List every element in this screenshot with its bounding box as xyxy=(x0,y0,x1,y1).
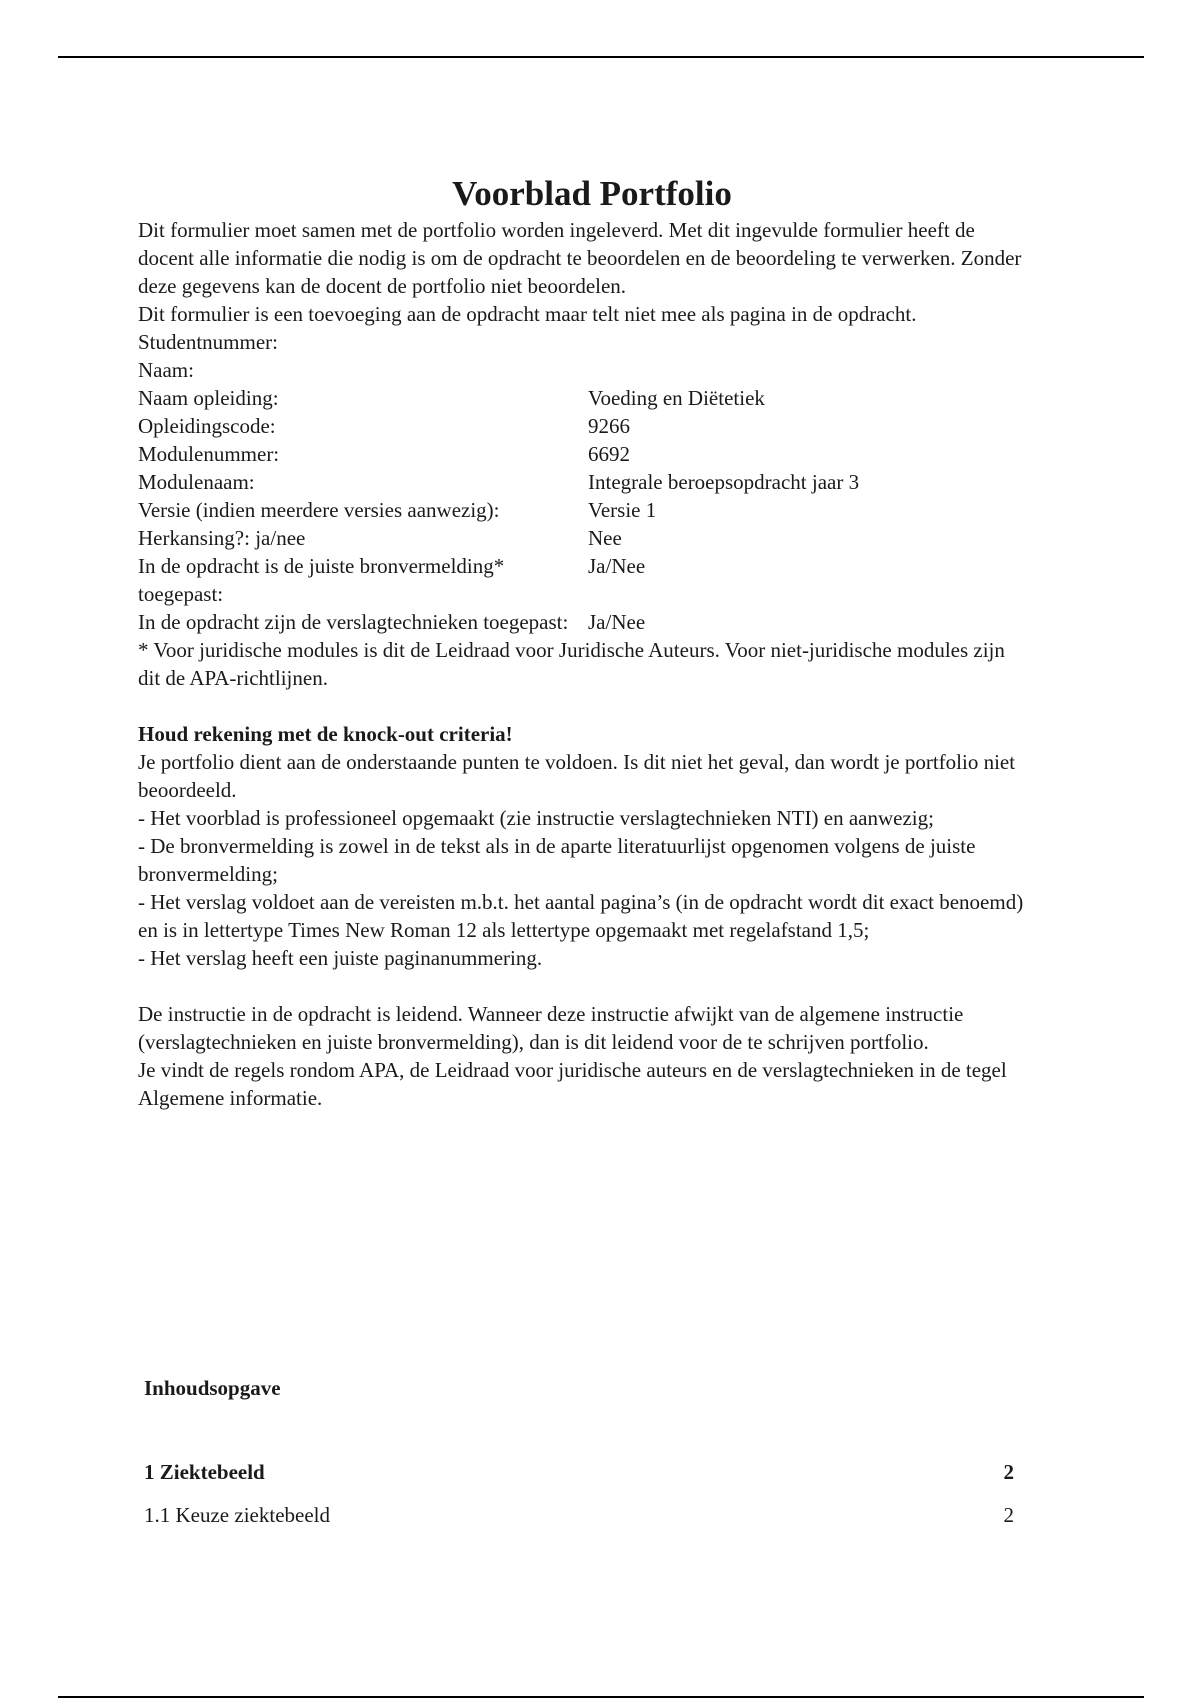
field-value xyxy=(588,356,1028,384)
field-row xyxy=(138,608,1028,636)
field-label: Studentnummer: xyxy=(138,330,278,354)
bottom-rule xyxy=(58,1696,1144,1698)
toc-heading: Inhoudsopgave xyxy=(144,1376,281,1400)
field-label: Naam opleiding: xyxy=(138,386,279,410)
cover-form xyxy=(138,172,1028,1112)
knockout-intro: Je portfolio dient aan de onderstaande punten te voldoen. Is dit niet het geval, dan wordt je portfolio niet beoordeeld. xyxy=(138,750,1016,802)
field-label: Modulenaam: xyxy=(138,470,255,494)
toc-entry[interactable] xyxy=(144,1460,1014,1485)
field-row xyxy=(138,328,1028,356)
form-fields xyxy=(138,328,1028,636)
field-value: 6692 xyxy=(588,442,630,466)
field-value: Voeding en Diëtetiek xyxy=(588,386,765,410)
field-row xyxy=(138,356,1028,384)
knockout-heading: Houd rekening met de knock-out criteria! xyxy=(138,722,513,746)
field-label: Herkansing?: ja/nee xyxy=(138,526,306,550)
instruction-paragraph: De instructie in de opdracht is leidend. Wanneer deze instructie afwijkt van de algemene instructie (verslagtechnieken en juiste bronvermelding), dan is dit leidend voor de te schrijven portfolio. xyxy=(138,1002,964,1054)
toc-entry[interactable] xyxy=(144,1503,1014,1528)
field-value: Nee xyxy=(588,526,622,550)
field-value: Ja/Nee xyxy=(588,610,646,634)
criteria-item: - Het verslag heeft een juiste paginanummering. xyxy=(138,946,543,970)
field-value: Ja/Nee xyxy=(588,554,646,578)
field-value xyxy=(588,328,1028,356)
field-label: In de opdracht zijn de verslagtechnieken toegepast: xyxy=(138,610,569,634)
field-value: 9266 xyxy=(588,414,630,438)
field-row xyxy=(138,384,1028,412)
field-label: Modulenummer: xyxy=(138,442,280,466)
page-title: Voorblad Portfolio xyxy=(452,174,732,213)
field-row xyxy=(138,412,1028,440)
field-row xyxy=(138,440,1028,468)
field-label: Naam: xyxy=(138,358,194,382)
field-row xyxy=(138,468,1028,496)
criteria-item: - Het voorblad is professioneel opgemaakt (zie instructie verslagtechnieken NTI) en aanwezig; xyxy=(138,806,934,830)
toc-entry-page: 2 xyxy=(1003,1460,1014,1484)
rules-paragraph: Je vindt de regels rondom APA, de Leidraad voor juridische auteurs en de verslagtechnieken in de tegel Algemene informatie. xyxy=(138,1058,1007,1110)
toc-entry-label: 1 Ziektebeeld xyxy=(144,1460,265,1484)
intro-paragraph: Dit formulier moet samen met de portfolio worden ingeleverd. Met dit ingevulde formulier heeft de docent alle informatie die nodig is om de opdracht te beoordelen en de beoordeling te verwerken. Zonder deze gegevens kan de docent de portfolio niet beoordelen. xyxy=(138,218,1022,298)
top-rule xyxy=(58,56,1144,58)
toc-entry-page: 2 xyxy=(1003,1503,1014,1527)
field-label: Opleidingscode: xyxy=(138,414,276,438)
toc-entry-label: 1.1 Keuze ziektebeeld xyxy=(144,1503,330,1527)
field-label: In de opdracht is de juiste bronvermelding* toegepast: xyxy=(138,554,505,606)
field-value: Versie 1 xyxy=(588,498,657,522)
field-value: Integrale beroepsopdracht jaar 3 xyxy=(588,470,860,494)
footnote: * Voor juridische modules is dit de Leidraad voor Juridische Auteurs. Voor niet-juridische modules zijn dit de APA-richtlijnen. xyxy=(138,638,1005,690)
field-row xyxy=(138,552,1028,608)
field-label: Versie (indien meerdere versies aanwezig): xyxy=(138,498,500,522)
field-row xyxy=(138,524,1028,552)
criteria-item: - De bronvermelding is zowel in de tekst als in de aparte literatuurlijst opgenomen volgens de juiste bronvermelding; xyxy=(138,834,976,886)
field-row xyxy=(138,496,1028,524)
criteria-item: - Het verslag voldoet aan de vereisten m.b.t. het aantal pagina’s (in de opdracht wordt dit exact benoemd) en is in lettertype Times New Roman 12 als lettertype opgemaakt met regelafstand 1,5; xyxy=(138,890,1024,942)
intro-note: Dit formulier is een toevoeging aan de opdracht maar telt niet mee als pagina in de opdracht. xyxy=(138,302,917,326)
